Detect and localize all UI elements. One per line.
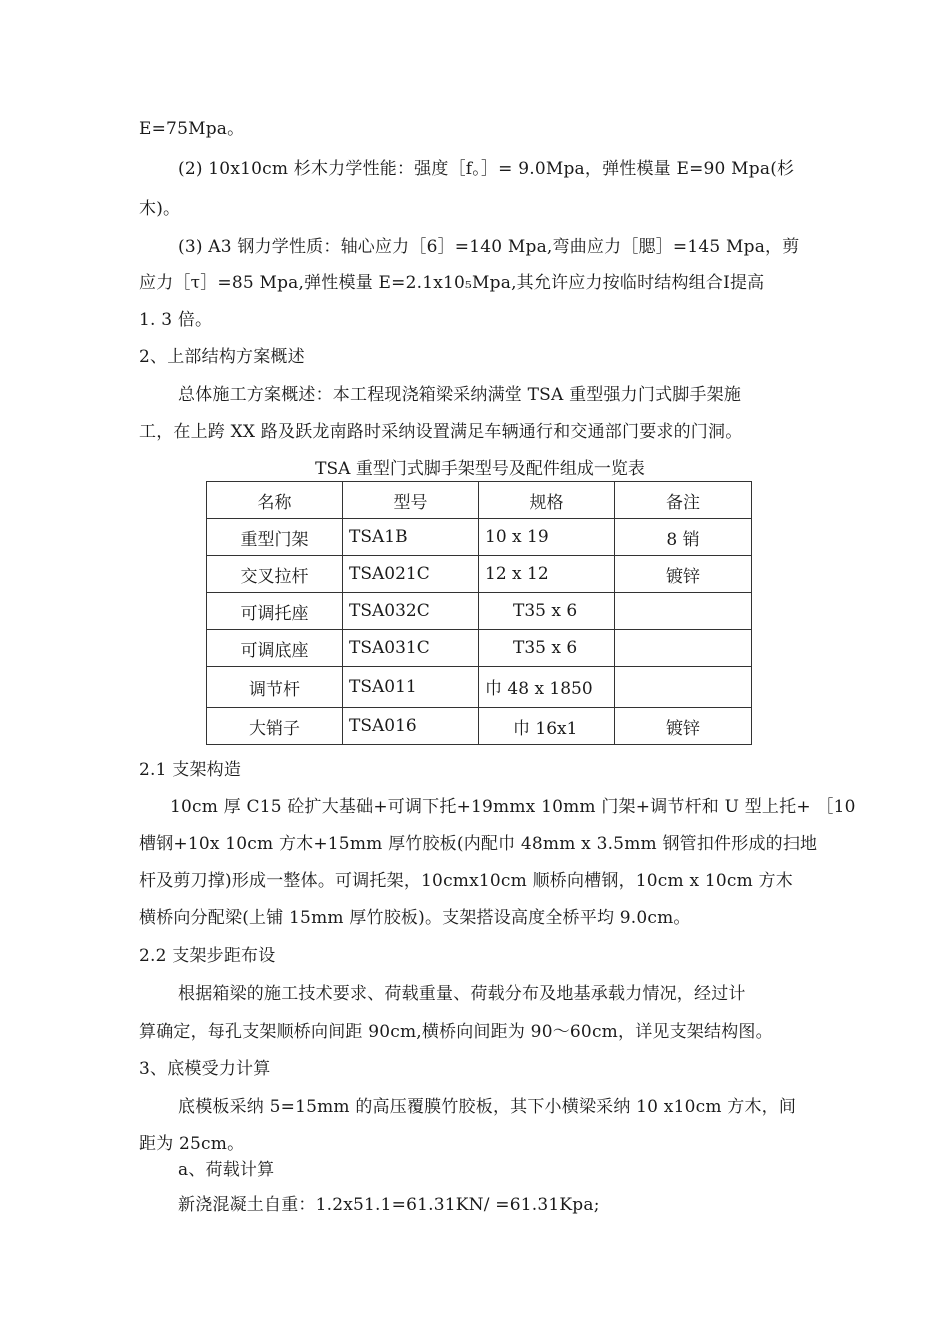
sub-heading: a、荷载计算 (178, 1160, 275, 1180)
paragraph-line: 槽钢+10x 10cm 方木+15mm 厚竹胶板(内配巾 48mm x 3.5mm 钢管扣件形成的扫地 (139, 834, 818, 854)
header-name: 名称 (207, 482, 343, 519)
paragraph-line: (2) 10x10cm 杉木力学性能：强度［f。］= 9.0Mpa，弹性模量 E=90 Mpa(杉 (178, 159, 795, 179)
cell-name: 大销子 (207, 708, 343, 745)
paragraph-line: (3) A3 钢力学性质：轴心应力［6］=140 Mpa,弯曲应力［腮］=145 Mpa，剪 (178, 237, 800, 257)
section-heading: 3、底模受力计算 (139, 1059, 271, 1079)
cell-model: TSA011 (343, 667, 479, 708)
cell-note: 镀锌 (615, 556, 752, 593)
cell-model: TSA016 (343, 708, 479, 745)
paragraph-line: 新浇混凝土自重：1.2x51.1=61.31KN/ =61.31Kpa; (178, 1195, 600, 1215)
cell-spec: 12 x 12 (479, 556, 615, 593)
cell-name: 交叉拉杆 (207, 556, 343, 593)
paragraph-line: 算确定，每孔支架顺桥向间距 90cm,横桥向间距为 90〜60cm，详见支架结构图。 (139, 1022, 773, 1042)
cell-name: 调节杆 (207, 667, 343, 708)
paragraph-line: 距为 25cm。 (139, 1134, 245, 1154)
paragraph-line: 底模板采纳 5=15mm 的高压覆膜竹胶板，其下小横梁采纳 10 x10cm 方木，间 (178, 1097, 797, 1117)
cell-name: 可调底座 (207, 630, 343, 667)
paragraph-line: 木)。 (139, 199, 181, 219)
paragraph-line: 总体施工方案概述：本工程现浇箱梁采纳满堂 TSA 重型强力门式脚手架施 (178, 385, 742, 405)
cell-name: 可调托座 (207, 593, 343, 630)
cell-spec: T35 x 6 (479, 630, 615, 667)
paragraph-line: 10cm 厚 C15 砼扩大基础+可调下托+19mmx 10mm 门架+调节杆和 U 型上托+ ［10 (170, 797, 856, 817)
cell-note (615, 630, 752, 667)
table-row (207, 519, 752, 556)
cell-spec: 巾 48 x 1850 (479, 667, 615, 708)
cell-model: TSA1B (343, 519, 479, 556)
section-heading: 2.2 支架步距布设 (139, 946, 276, 966)
table-header-row (207, 482, 752, 519)
header-model: 型号 (343, 482, 479, 519)
table-caption: TSA 重型门式脚手架型号及配件组成一览表 (315, 459, 645, 479)
paragraph-line: 1. 3 倍。 (139, 310, 213, 330)
cell-spec: 10 x 19 (479, 519, 615, 556)
table-row (207, 667, 752, 708)
cell-note (615, 593, 752, 630)
section-heading: 2、上部结构方案概述 (139, 347, 305, 367)
cell-model: TSA031C (343, 630, 479, 667)
cell-model: TSA032C (343, 593, 479, 630)
cell-spec: 巾 16x1 (479, 708, 615, 745)
cell-note (615, 667, 752, 708)
table-row (207, 593, 752, 630)
cell-spec: T35 x 6 (479, 593, 615, 630)
cell-model: TSA021C (343, 556, 479, 593)
paragraph-line: 横桥向分配梁(上铺 15mm 厚竹胶板)。支架搭设高度全桥平均 9.0cm。 (139, 908, 691, 928)
header-note: 备注 (615, 482, 752, 519)
table-row (207, 630, 752, 667)
paragraph-line: 应力［τ］=85 Mpa,弹性模量 E=2.1x10₅Mpa,其允许应力按临时结构组合Ⅰ提高 (139, 273, 765, 293)
paragraph-line: 根据箱梁的施工技术要求、荷载重量、荷载分布及地基承载力情况，经过计 (178, 984, 746, 1004)
paragraph-line: 工，在上跨 XX 路及跃龙南路时采纳设置满足车辆通行和交通部门要求的门洞。 (139, 422, 743, 442)
component-table (206, 481, 752, 745)
section-heading: 2.1 支架构造 (139, 760, 242, 780)
header-spec: 规格 (479, 482, 615, 519)
cell-note: 8 销 (615, 519, 752, 556)
cell-name: 重型门架 (207, 519, 343, 556)
cell-note: 镀锌 (615, 708, 752, 745)
table-row (207, 708, 752, 745)
paragraph-line: 杆及剪刀撑)形成一整体。可调托架，10cmx10cm 顺桥向槽钢，10cm x 10cm 方木 (139, 871, 793, 891)
paragraph-line: E=75Mpa。 (139, 119, 245, 139)
table-row (207, 556, 752, 593)
